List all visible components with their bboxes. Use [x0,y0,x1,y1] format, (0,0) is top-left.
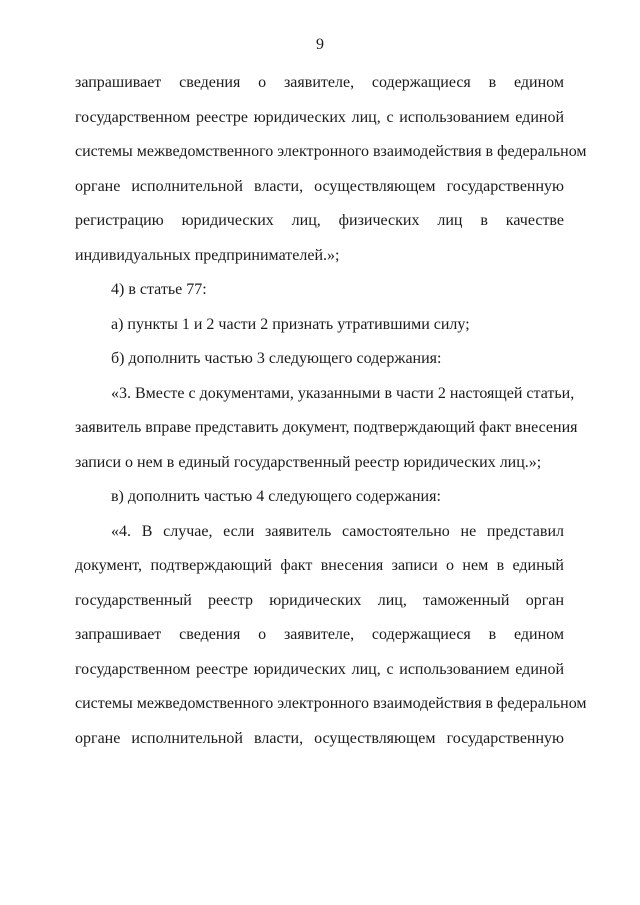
document-body [75,73,587,763]
text-line: индивидуальных предпринимателей.»; [75,246,340,264]
text-line: б) дополнить частью 3 следующего содержания: [111,350,442,367]
text-line: «4. В случае, если заявитель самостоятельно не представил [111,522,564,540]
text-line: системы межведомственного электронного взаимодействия в федеральном [75,695,587,712]
text-line: «3. Вместе с документами, указанными в части 2 настоящей статьи, [111,384,575,402]
text-line: государственном реестре юридических лиц, с использованием единой [75,108,564,126]
text-line: органе исполнительной власти, осуществляющем государственную [75,729,564,747]
text-line: запрашивает сведения о заявителе, содержащиеся в едином [75,74,564,91]
text-line: записи о нем в единый государственный реестр юридических лиц.»; [75,453,542,471]
text-line: запрашивает сведения о заявителе, содержащиеся в едином [75,626,564,643]
page-number: 9 [316,36,324,53]
text-line: регистрацию юридических лиц, физических лиц в качестве [75,212,564,229]
text-line: заявитель вправе представить документ, подтверждающий факт внесения [75,419,578,436]
text-line: системы межведомственного электронного взаимодействия в федеральном [75,143,587,160]
text-line: документ, подтверждающий факт внесения записи о нем в единый [75,557,564,574]
text-line: государственный реестр юридических лиц, таможенный орган [75,591,564,609]
text-line: 4) в статье 77: [111,281,207,298]
text-line: органе исполнительной власти, осуществляющем государственную [75,177,564,195]
text-line: а) пункты 1 и 2 части 2 признать утратившими силу; [111,315,470,333]
text-line: государственном реестре юридических лиц, с использованием единой [75,660,564,678]
text-line: в) дополнить частью 4 следующего содержания: [111,488,441,505]
